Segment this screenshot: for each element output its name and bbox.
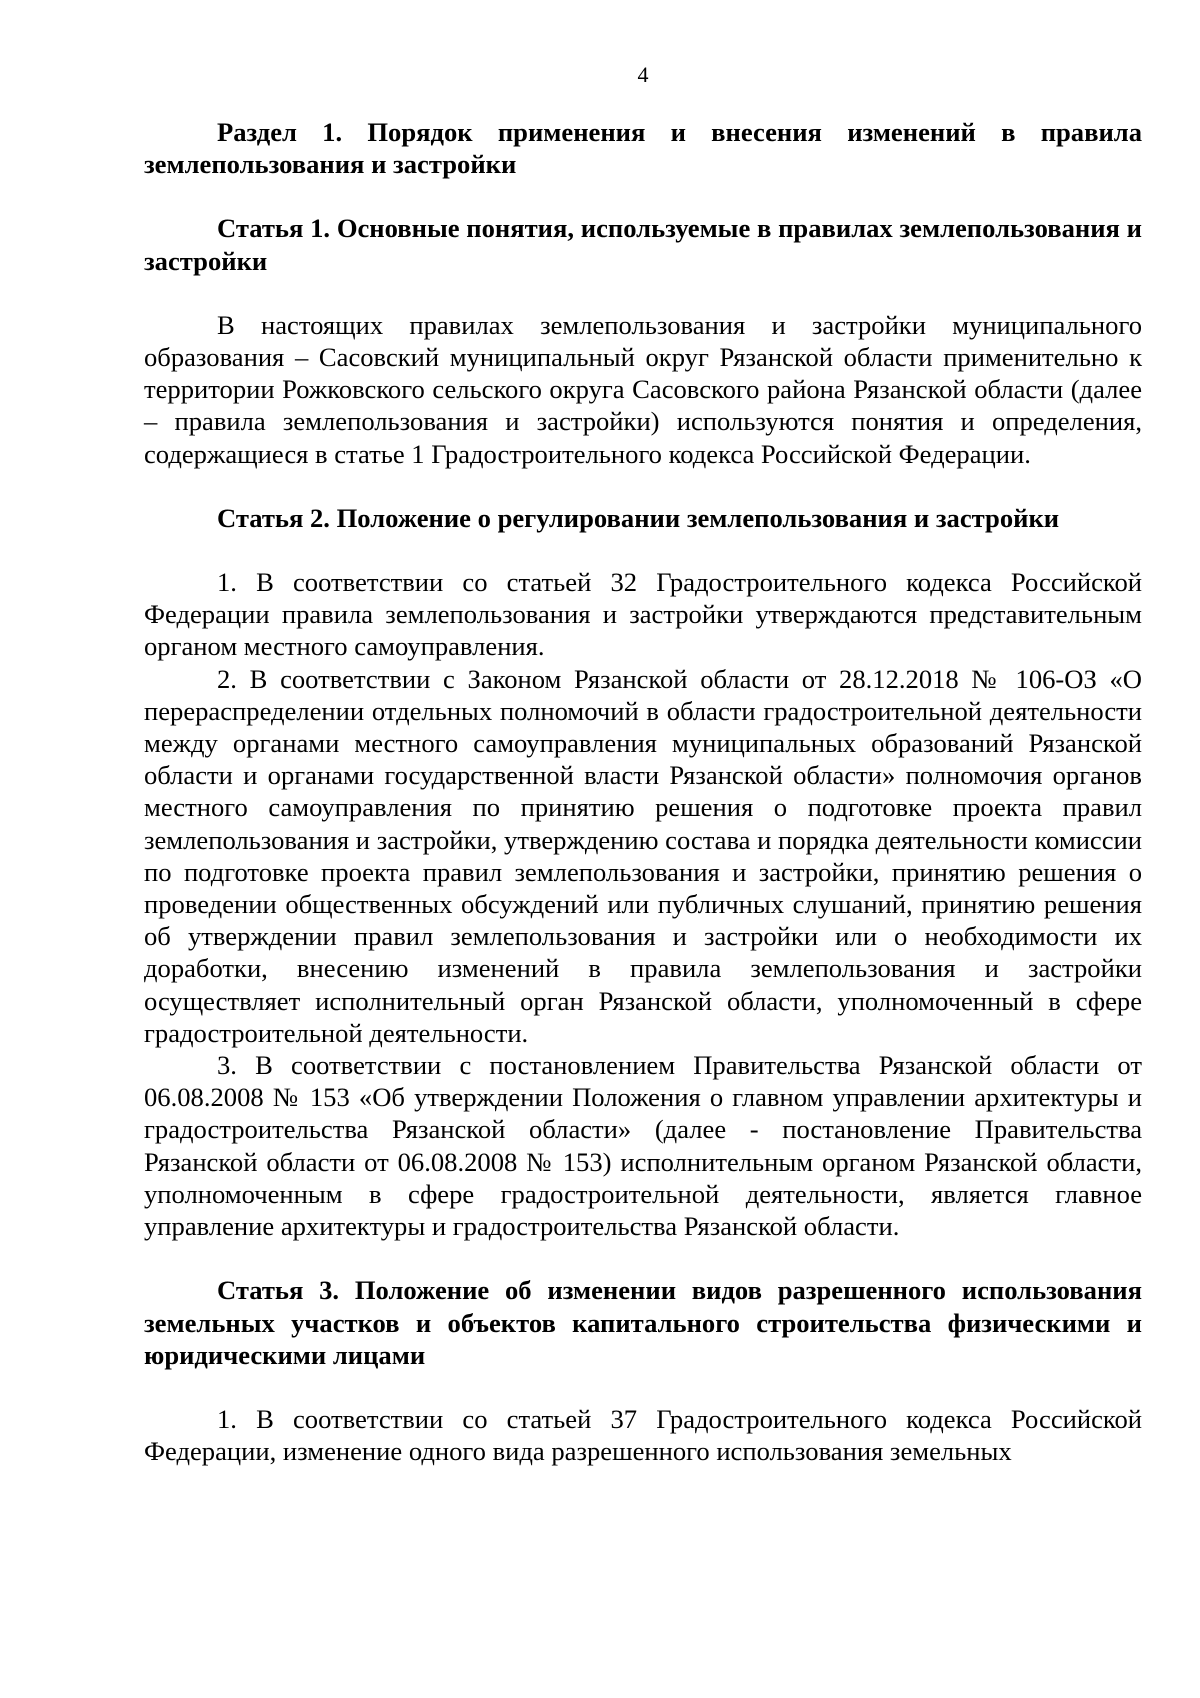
article-3-item-1: 1. В соответствии со статьей 37 Градостроительного кодекса Российской Федерации, изменение одного вида разрешенного использования земельных	[144, 1403, 1142, 1467]
article-3-title: Статья 3. Положение об изменении видов разрешенного использования земельных участков и объектов капитального строительства физическими и юридическими лицами	[144, 1275, 1142, 1370]
article-1-paragraph: В настоящих правилах землепользования и застройки муниципального образования – Сасовский муниципальный округ Рязанской области применительно к территории Рожковского сельского округа Сасовского района Рязанской области (далее – правила землепользования и застройки) используются понятия и определения, содержащиеся в статье 1 Градостроительного кодекса Российской Федерации.	[144, 309, 1142, 469]
article-2-item-3: 3. В соответствии с постановлением Правительства Рязанской области от 06.08.2008 № 153 «Об утверждении Положения о главном управлении архитектуры и градостроительства Рязанской области» (далее - постановление Правительства Рязанской области от 06.08.2008 № 153) исполнительным органом Рязанской области, уполномоченным в сфере градостроительной деятельности, является главное управление архитектуры и градостроительства Рязанской области.	[144, 1050, 1142, 1242]
section-title: Раздел 1. Порядок применения и внесения изменений в правила землепользования и застройки	[144, 117, 1142, 180]
article-2-title: Статья 2. Положение о регулировании землепользования и застройки	[217, 502, 1060, 533]
article-2-item-2: 2. В соответствии с Законом Рязанской области от 28.12.2018 № 106-ОЗ «О перераспределении отдельных полномочий в области градостроительной деятельности между органами местного самоуправления муниципальных образований Рязанской области и органами государственной власти Рязанской области» полномочия органов местного самоуправления по принятию решения о подготовке проекта правил землепользования и застройки, утверждению состава и порядка деятельности комиссии по подготовке проекта правил землепользования и застройки, принятию решения о проведении общественных обсуждений или публичных слушаний, принятию решения об утверждении правил землепользования и застройки или о необходимости их доработки, внесению изменений в правила землепользования и застройки осуществляет исполнительный орган Рязанской области, уполномоченный в сфере градостроительной деятельности.	[144, 663, 1142, 1048]
page-number: 4	[637, 62, 649, 87]
article-2-item-1: 1. В соответствии со статьей 32 Градостроительного кодекса Российской Федерации правила землепользования и застройки утверждаются представительным органом местного самоуправления.	[144, 567, 1142, 662]
document-body	[144, 116, 1142, 1467]
article-1-title: Статья 1. Основные понятия, используемые в правилах землепользования и застройки	[144, 213, 1142, 276]
